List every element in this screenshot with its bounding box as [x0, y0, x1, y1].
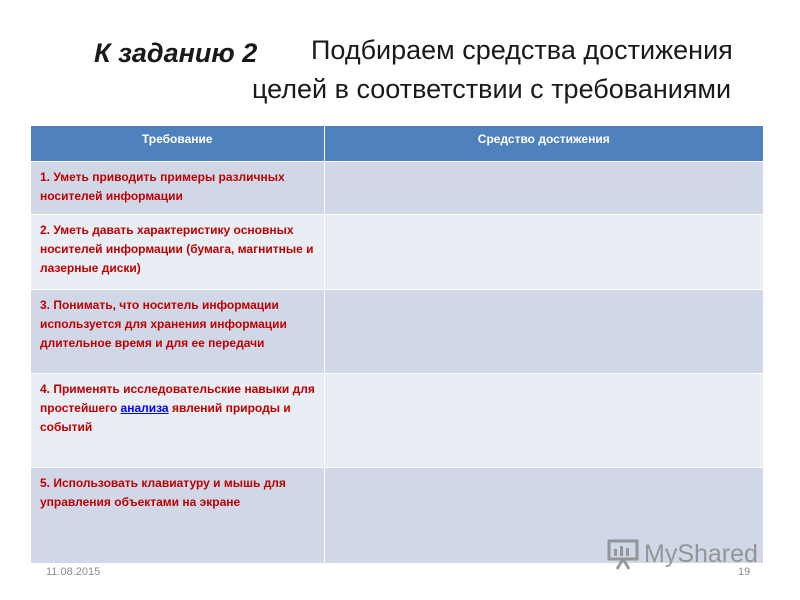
means-cell[interactable] [324, 161, 763, 214]
table-row [31, 214, 763, 289]
slide-number: 19 [738, 566, 751, 578]
watermark [606, 536, 776, 572]
requirement-cell [31, 373, 324, 467]
requirement-cell: 5. Использовать клавиатуру и мышь для управления объектами на экране [31, 467, 324, 563]
slide-title [0, 30, 800, 110]
table-row [31, 373, 763, 467]
requirement-cell: 3. Понимать, что носитель информации используется для хранения информации длительное время и для ее передачи [31, 289, 324, 373]
requirement-cell: 1. Уметь приводить примеры различных носителей информации [31, 161, 324, 214]
header-means: Средство достижения [324, 126, 763, 161]
analysis-link[interactable]: анализа [120, 400, 169, 415]
requirement-text: явлений природы и событий [40, 400, 291, 434]
requirements-table [31, 126, 763, 563]
requirement-cell: 2. Уметь давать характеристику основных носителей информации (бумага, магнитные и лазерные диски) [31, 214, 324, 289]
means-cell[interactable] [324, 289, 763, 373]
table-row [31, 289, 763, 373]
means-cell[interactable] [324, 214, 763, 289]
requirement-text: 4. Применять исследовательские навыки для простейшего [40, 381, 315, 415]
header-requirement: Требование [31, 126, 324, 161]
means-cell[interactable] [324, 373, 763, 467]
footer-date: 11.08.2015 [46, 566, 101, 578]
task-label: К заданию 2 [94, 38, 258, 68]
title-line-2: целей в соответствии с требованиями [252, 74, 732, 104]
title-line-1: Подбираем средства достижения [311, 35, 733, 65]
presentation-board-icon [606, 537, 640, 571]
table-header-row [31, 126, 763, 161]
watermark-text: MyShared [644, 539, 758, 568]
table-row [31, 161, 763, 214]
